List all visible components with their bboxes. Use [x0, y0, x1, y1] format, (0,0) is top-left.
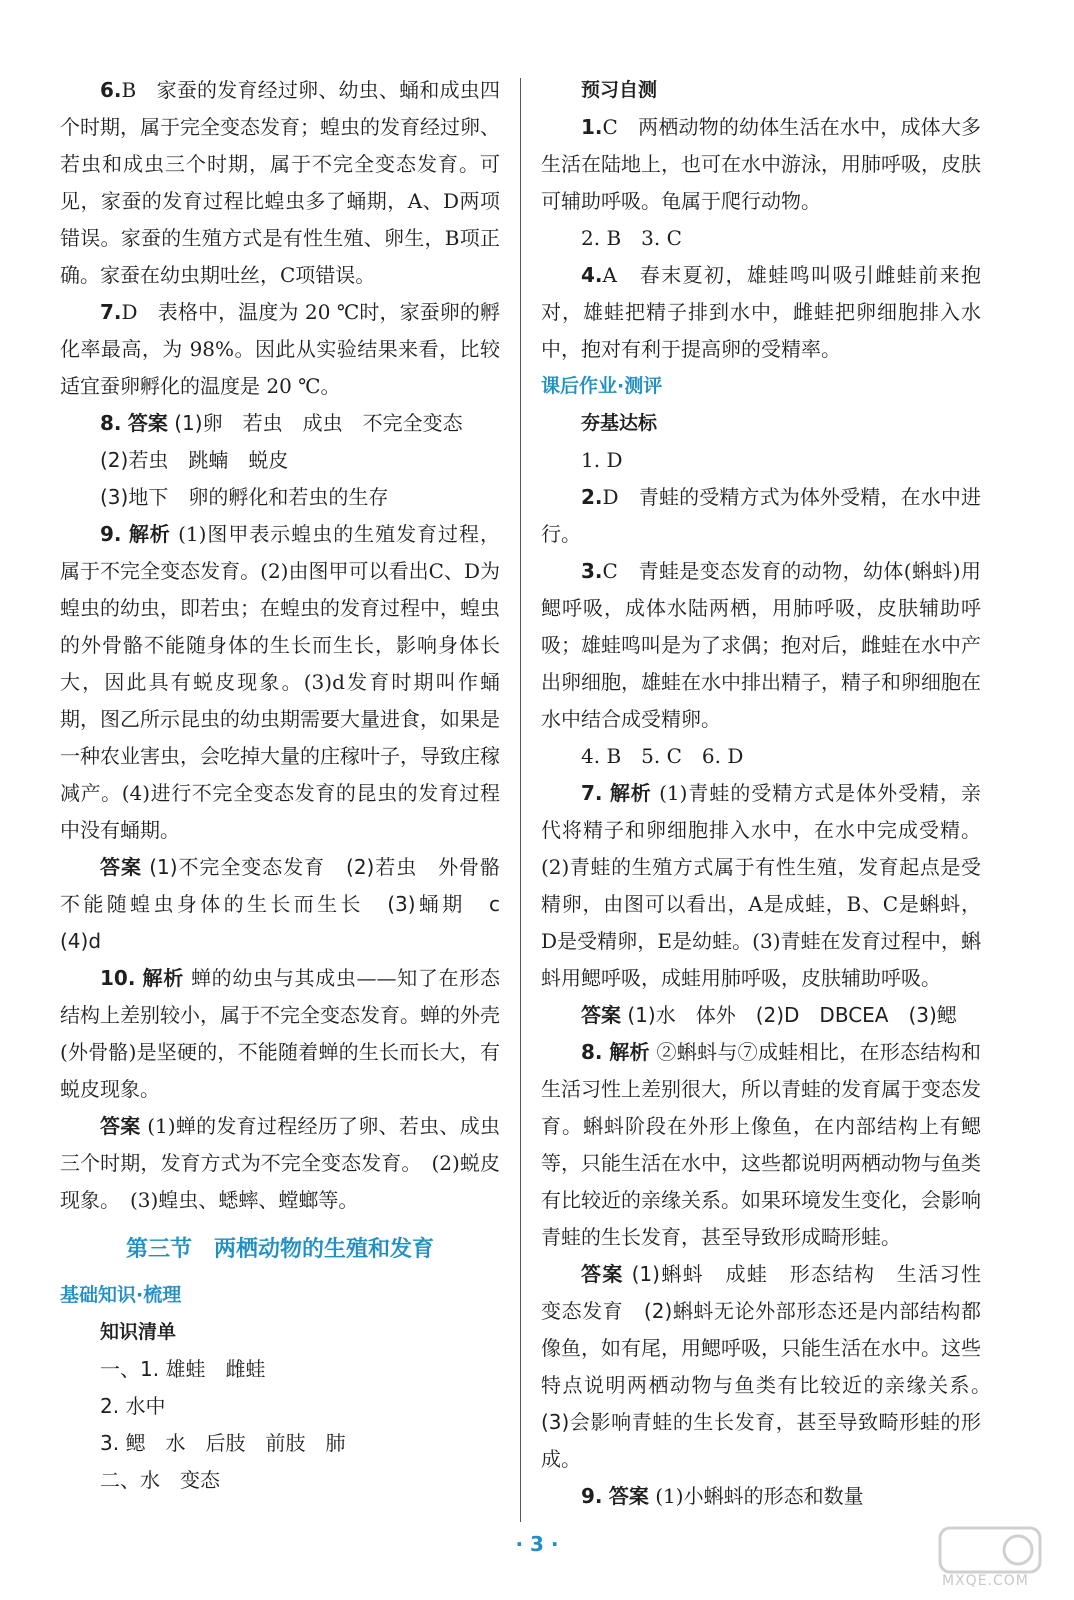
answer-8-line2: (2)若虫 跳蝻 蜕皮 [100, 448, 289, 472]
analysis-keyword: 解析 [609, 781, 652, 805]
answer-4 [541, 257, 981, 368]
question-number: 6. [100, 78, 122, 102]
answer-9-answer [60, 849, 520, 960]
answer-text: (1)蝌蚪 成蛙 形态结构 生活习性 变态发育 (2)蝌蚪无论外部形态还是内部结构都像鱼，如有尾，用鳃呼吸，只能生活在水中。这些特点说明两栖动物与鱼类有比较近的亲缘关系。 (3)会影响青蛙的生长发育，甚至导致畸形蛙的形成。 [541, 1262, 1001, 1471]
answer-1: 1. D [581, 448, 623, 472]
answer-9 [60, 516, 500, 849]
analysis-text: 蝉的幼虫与其成虫——知了在形态结构上差别较小，属于不完全变态发育。蝉的外壳(外骨骼)是坚硬的，不能随着蝉的生长而长大，有蜕皮现象。 [60, 966, 501, 1101]
answer-keyword: 答案 [127, 411, 168, 435]
section-heading: 基础知识·梳理 [60, 1284, 182, 1306]
knowledge-item: 2. 水中 [100, 1394, 166, 1418]
watermark-text: MXQE.COM [942, 1573, 1029, 1589]
answer-2 [541, 479, 981, 553]
question-number: 3. [581, 559, 603, 583]
right-column [541, 72, 1001, 1515]
answer-text: B 家蚕的发育经过卵、幼虫、蛹和成虫四个时期，属于完全变态发育；蝗虫的发育经过卵、若虫和成虫三个时期，属于不完全变态发育。可见，家蚕的发育过程比蝗虫多了蛹期，A、D两项错误。家蚕的生殖方式是有性生殖、卵生，B项正确。家蚕在幼虫期吐丝，C项错误。 [60, 78, 500, 287]
knowledge-item: 二、水 变态 [100, 1468, 220, 1492]
knowledge-item: 3. 鳃 水 后肢 前肢 肺 [100, 1431, 346, 1455]
question-number: 9. [581, 1484, 603, 1508]
answer-keyword: 答案 [581, 1003, 621, 1027]
chapter-title: 第三节 两栖动物的生殖和发育 [125, 1237, 434, 1262]
answer-text: C 两栖动物的幼体生活在水中，成体大多生活在陆地上，也可在水中游泳，用肺呼吸，皮肤可辅助呼吸。龟属于爬行动物。 [541, 115, 981, 213]
question-number: 2. [581, 485, 603, 509]
answer-keyword: 答案 [100, 1114, 141, 1138]
analysis-text: (1)青蛙的受精方式是体外受精，亲代将精子和卵细胞排入水中，在水中完成受精。(2)青蛙的生殖方式属于有性生殖，发育起点是受精卵，由图可以看出，A是成蛙，B、C是蝌蚪，D是受精卵，E是幼蛙。(3)青蛙在发育过程中，蝌蚪用鳃呼吸，成蛙用肺呼吸，皮肤辅助呼吸。 [541, 781, 981, 990]
answer-text: (1)水 体外 (2)D DBCEA (3)鳃 [627, 1003, 957, 1027]
question-number: 9. [100, 522, 122, 546]
answer-3 [541, 553, 981, 738]
question-number: 1. [581, 115, 603, 139]
answer-6 [60, 72, 500, 294]
answer-text: (1)蝉的发育过程经历了卵、若虫、成虫三个时期，发育方式为不完全变态发育。 (2)蜕皮现象。 (3)蝗虫、蟋蟀、螳螂等。 [60, 1114, 500, 1212]
analysis-text: ②蝌蚪与⑦成蛙相比，在形态结构和生活习性上差别很大，所以青蛙的发育属于变态发育。蝌蚪阶段在外形上像鱼，在内部结构上有鳃等，只能生活在水中，这些都说明两栖动物与鱼类有比较近的亲缘关系。如果环境发生变化，会影响青蛙的生长发育，甚至导致形成畸形蛙。 [541, 1040, 982, 1249]
answer-9 [541, 1478, 981, 1515]
answer-text: C 青蛙是变态发育的动物，幼体(蝌蚪)用鳃呼吸，成体水陆两栖，用肺呼吸，皮肤辅助呼吸；雄蛙鸣叫是为了求偶；抱对后，雌蛙在水中产出卵细胞，雄蛙在水中排出精子，精子和卵细胞在水中结合成受精卵。 [541, 559, 981, 731]
analysis-keyword: 解析 [142, 966, 184, 990]
answer-7-answer [541, 997, 981, 1034]
answer-7 [541, 775, 981, 997]
question-number: 7. [100, 300, 122, 324]
answer-10 [60, 960, 500, 1108]
answer-keyword: 答案 [100, 855, 142, 879]
question-number: 10. [100, 966, 136, 990]
analysis-text: (1)图甲表示蝗虫的生殖发育过程，属于不完全变态发育。(2)由图甲可以看出C、D为蝗虫的幼虫，即若虫；在蝗虫的发育过程中，蝗虫的外骨骼不能随身体的生长而生长，影响身体长大，因此具有蜕皮现象。(3)d发育时期叫作蛹期，图乙所示昆虫的幼虫期需要大量进食，如果是一种农业害虫，会吃掉大量的庄稼叶子，导致庄稼减产。(4)进行不完全变态发育的昆虫的发育过程中没有蛹期。 [60, 522, 500, 842]
left-column [60, 72, 520, 1499]
answer-text: D 表格中，温度为 20 ℃时，家蚕卵的孵化率最高，为 98%。因此从实验结果来看，比较适宜蚕卵孵化的温度是 20 ℃。 [60, 300, 500, 398]
answer-8-line3: (3)地下 卵的孵化和若虫的生存 [100, 485, 389, 509]
question-number: 8. [581, 1040, 603, 1064]
answer-10-answer [60, 1108, 500, 1219]
answer-text: D 青蛙的受精方式为体外受精，在水中进行。 [541, 485, 981, 546]
analysis-keyword: 解析 [609, 1040, 650, 1064]
question-number: 4. [581, 263, 603, 287]
answer-1 [541, 109, 981, 220]
answer-text: A 春末夏初，雄蛙鸣叫吸引雌蛙前来抱对，雄蛙把精子排到水中，雌蛙把卵细胞排入水中，抱对有利于提高卵的受精率。 [541, 263, 981, 361]
answer-text: (1)不完全变态发育 (2)若虫 外骨骼不能随蝗虫身体的生长而生长 (3)蛹期 c (4)d [60, 855, 520, 953]
subsection-heading: 知识清单 [100, 1321, 177, 1343]
question-number: 7. [581, 781, 603, 805]
answer-8 [60, 405, 500, 442]
answer-7 [60, 294, 500, 405]
answer-4-5-6: 4. B 5. C 6. D [581, 744, 744, 768]
analysis-keyword: 解析 [128, 522, 171, 546]
column-divider [520, 78, 521, 1522]
knowledge-item: 一、1. 雄蛙 雌蛙 [100, 1357, 266, 1381]
section-heading: 课后作业·测评 [541, 375, 663, 397]
answer-8 [541, 1034, 981, 1256]
answer-keyword: 答案 [581, 1262, 624, 1286]
question-number: 8. [100, 411, 122, 435]
answer-2-3: 2. B 3. C [581, 226, 682, 250]
answer-text: (1)小蝌蚪的形态和数量 [655, 1484, 864, 1508]
answer-text: (1)卵 若虫 成虫 不完全变态 [174, 411, 463, 435]
page-number: · 3 · [515, 1532, 559, 1556]
answer-8-answer [541, 1256, 1001, 1478]
answer-keyword: 答案 [608, 1484, 649, 1508]
subsection-heading: 夯基达标 [581, 412, 658, 434]
subsection-heading: 预习自测 [581, 79, 658, 101]
